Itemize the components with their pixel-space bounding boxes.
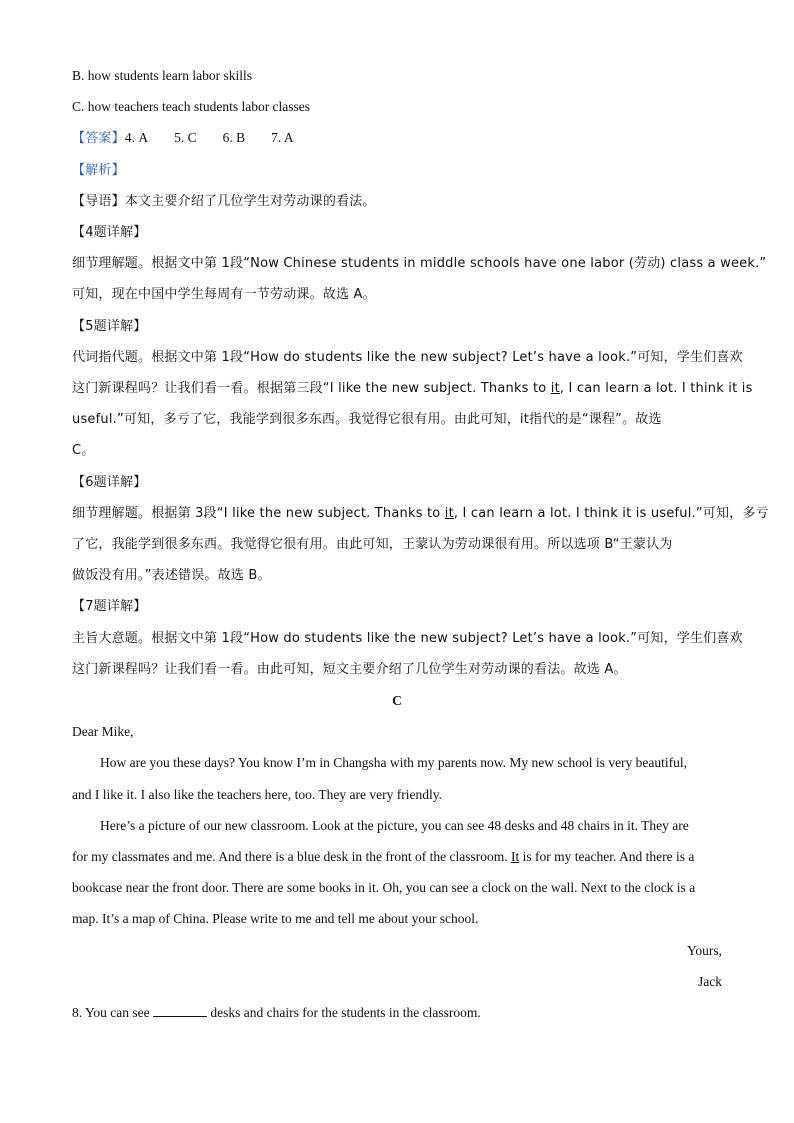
q5-line: C。 [72,443,95,459]
guide-text: 本文主要介绍了几位学生对劳动课的看法。 [124,193,376,209]
question-8 [72,997,722,1028]
letter-line: Here’s a picture of our new classroom. Look at the picture, you can see 48 desks and 48 chairs in it. They are [100,817,689,833]
option-c: C. how teachers teach students labor classes [72,99,311,115]
section-heading: C [392,693,402,709]
q7-label: 【7题详解】 [72,599,147,615]
q6-label: 【6题详解】 [72,474,147,490]
letter-greeting: Dear Mike, [72,724,134,740]
answer-item: 4. A [124,130,149,146]
q5-line: 代词指代题。根据文中第 1段“How do students like the new subject? Let’s have a look.”可知，学生们喜欢 [72,349,743,365]
q8-text: 8. You can see [72,1005,153,1021]
q5-text: 这门新课程吗？让我们看一看。根据第三段“I like the new subject. Thanks to [72,381,551,397]
guide-label: 【导语】 [72,193,125,209]
q6-text: 细节理解题。根据第 3段“I like the new subject. Thanks to [72,505,445,521]
q7-line: 主旨大意题。根据文中第 1段“How do students like the new subject? Let’s have a look.”可知，学生们喜欢 [72,630,743,646]
q6-underlined-word: it [444,505,454,521]
q5-line [72,373,753,404]
analysis-label: 【解析】 [72,162,125,178]
q6-line [72,498,769,529]
answer-label: 【答案】 [72,131,125,147]
answer-item: 5. C [174,130,197,146]
letter-text: for my classmates and me. And there is a blue desk in the front of the classroom. [72,849,512,865]
q6-text: , I can learn a lot. I think it is useful.”可知，多亏 [453,505,769,521]
q5-underlined-word: it [550,381,560,397]
document-page [72,60,769,1028]
letter-text: is for my teacher. And there is a [519,849,695,865]
q4-line: 细节理解题。根据文中第 1段“Now Chinese students in middle schools have one labor (劳动) class a week.” [72,256,767,272]
answer-row [72,122,722,154]
answer-item: 6. B [222,130,246,146]
letter-underlined-word: It [511,849,520,865]
q5-line: useful.”可知，多亏了它，我能学到很多东西。我觉得它很有用。由此可知，it指代的是“课程”。故选 [72,412,662,428]
q4-label: 【4题详解】 [72,225,147,241]
q6-line: 了它，我能学到很多东西。我觉得它很有用。由此可知，王蒙认为劳动课很有用。所以选项 B“王蒙认为 [72,537,673,553]
q8-text: desks and chairs for the students in the classroom. [207,1005,481,1021]
answer-blank[interactable] [153,1004,207,1017]
q4-line: 可知，现在中国中学生每周有一节劳动课。故选 A。 [72,287,376,303]
answer-item: 7. A [271,130,294,146]
q5-label: 【5题详解】 [72,318,147,334]
letter-signature: Jack [698,973,722,989]
letter-line: bookcase near the front door. There are some books in it. Oh, you can see a clock on the wall. Next to the clock is a [72,880,696,896]
letter-line: map. It’s a map of China. Please write to me and tell me about your school. [72,911,479,927]
q7-line: 这门新课程吗？让我们看一看。由此可知，短文主要介绍了几位学生对劳动课的看法。故选 A。 [72,661,627,677]
letter-line: and I like it. I also like the teachers here, too. They are very friendly. [72,786,442,802]
letter-line: How are you these days? You know I’m in Changsha with my parents now. My new school is very beautiful, [100,755,688,771]
letter-closing: Yours, [686,942,722,958]
q6-line: 做饭没有用。”表述错误。故选 B。 [72,568,271,584]
q5-text: , I can learn a lot. I think it is [559,381,753,397]
guide-row [72,186,722,217]
option-b: B. how students learn labor skills [72,68,252,83]
letter-line [72,841,722,872]
